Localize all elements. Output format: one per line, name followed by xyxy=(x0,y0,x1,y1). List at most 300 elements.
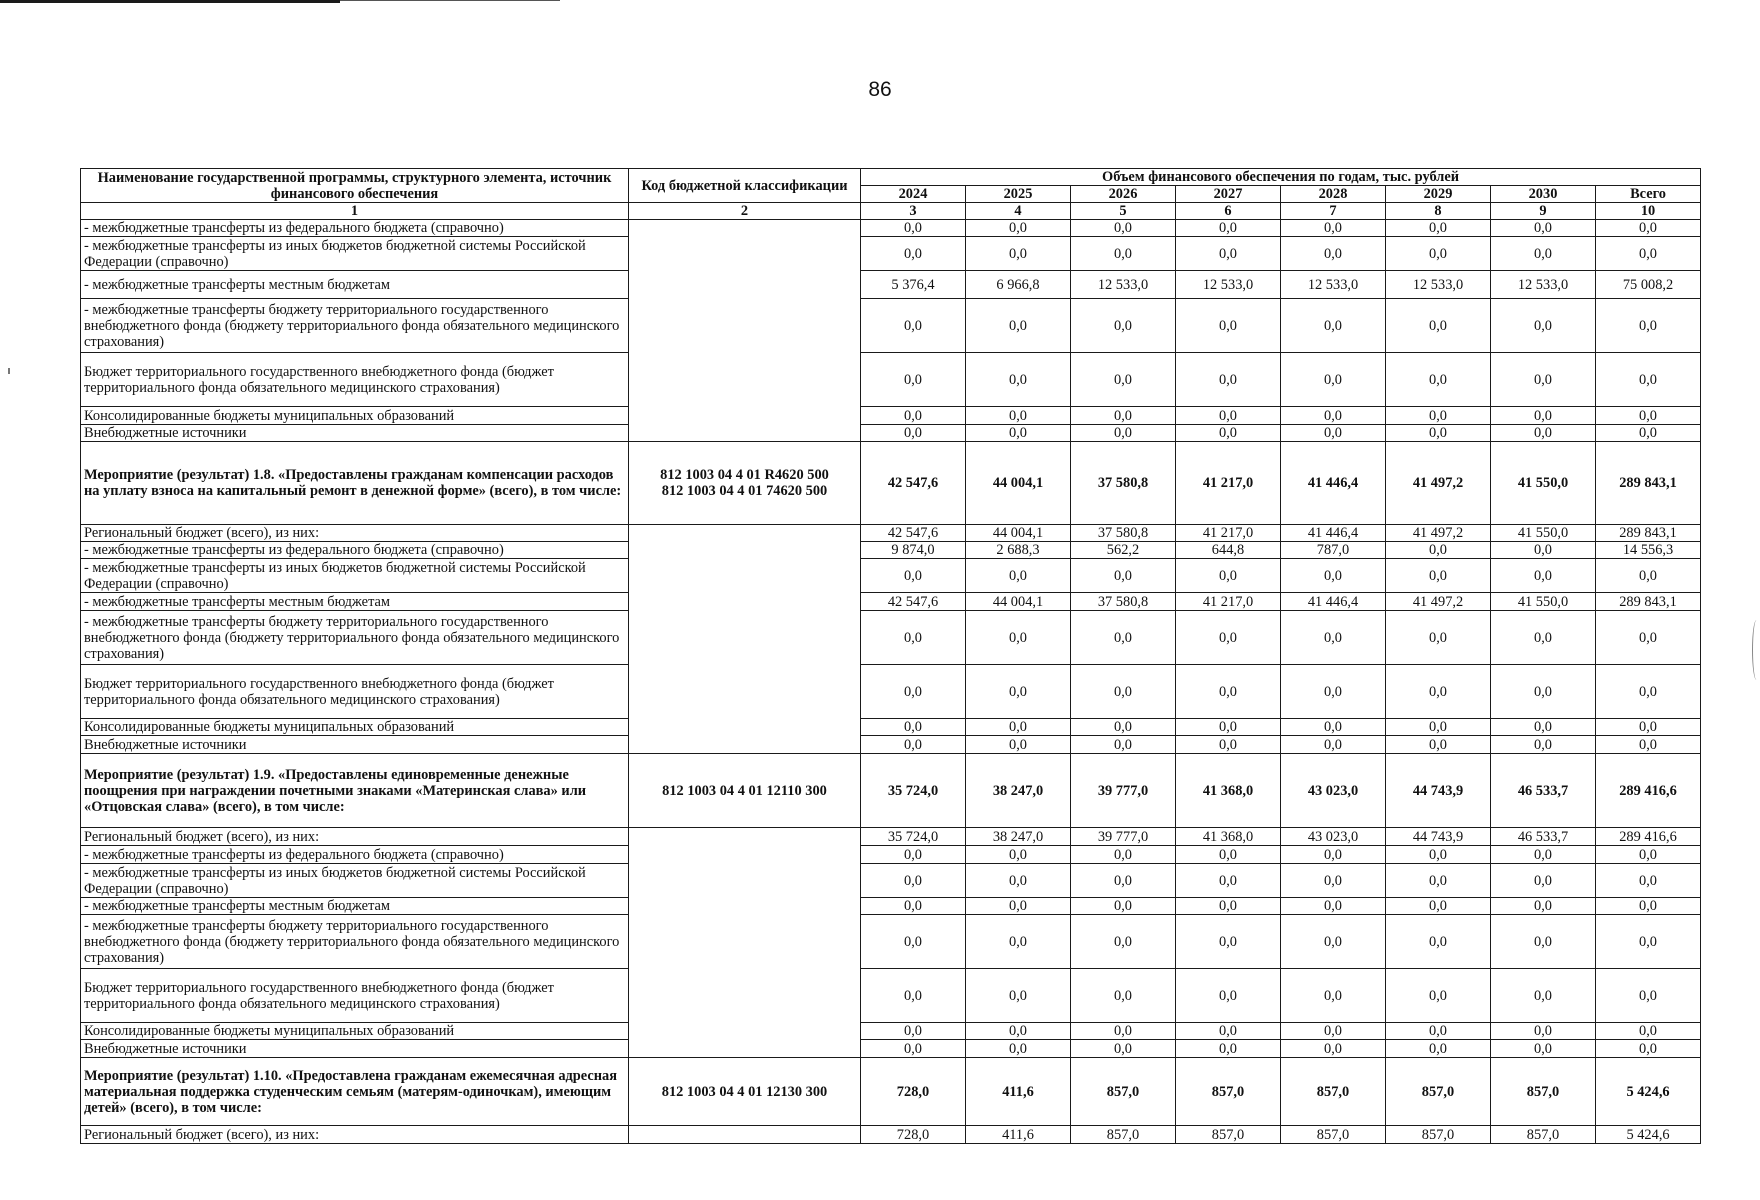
budget-code-merged-cell xyxy=(629,828,861,1058)
year-value-cell: 0,0 xyxy=(1491,542,1596,559)
year-value-cell: 0,0 xyxy=(1386,864,1491,898)
year-value-cell: 0,0 xyxy=(1386,559,1491,593)
year-value-cell: 37 580,8 xyxy=(1071,525,1176,542)
year-value-cell: 0,0 xyxy=(1281,898,1386,915)
year-value-cell: 0,0 xyxy=(1281,407,1386,425)
row-name-cell: Внебюджетные источники xyxy=(81,425,629,442)
header-year-cell: 2024 xyxy=(861,186,966,203)
year-value-cell: 0,0 xyxy=(966,1023,1071,1040)
year-value-cell: 0,0 xyxy=(1281,1023,1386,1040)
year-value-cell: 0,0 xyxy=(1176,220,1281,237)
year-value-cell: 0,0 xyxy=(966,719,1071,736)
year-value-cell: 0,0 xyxy=(966,611,1071,665)
row-name-cell: - межбюджетные трансферты местным бюджетам xyxy=(81,593,629,611)
header-volume-cell: Объем финансового обеспечения по годам, тыс. рублей xyxy=(861,169,1701,186)
year-value-cell: 411,6 xyxy=(966,1126,1071,1144)
year-value-cell: 0,0 xyxy=(1071,220,1176,237)
year-value-cell: 0,0 xyxy=(1176,299,1281,353)
year-value-cell: 0,0 xyxy=(1491,969,1596,1023)
year-value-cell: 0,0 xyxy=(861,915,966,969)
year-value-cell: 0,0 xyxy=(1491,1040,1596,1058)
row-name-cell: Бюджет территориального государственного внебюджетного фонда (бюджет территориального фонда обязательного медицинского страхования) xyxy=(81,353,629,407)
table-row xyxy=(81,425,1701,442)
year-value-cell: 0,0 xyxy=(1071,1040,1176,1058)
row-name-cell: Региональный бюджет (всего), из них: xyxy=(81,525,629,542)
header-total-cell: Всего xyxy=(1596,186,1701,203)
year-value-cell: 562,2 xyxy=(1071,542,1176,559)
year-value-cell: 0,0 xyxy=(861,1040,966,1058)
row-name-cell: Консолидированные бюджеты муниципальных образований xyxy=(81,1023,629,1040)
year-value-cell: 0,0 xyxy=(861,864,966,898)
header-year-cell: 2027 xyxy=(1176,186,1281,203)
year-value-cell: 38 247,0 xyxy=(966,754,1071,828)
year-value-cell: 6 966,8 xyxy=(966,271,1071,299)
row-name-cell: - межбюджетные трансферты из иных бюджетов бюджетной системы Российской Федерации (справочно) xyxy=(81,237,629,271)
row-name-cell: - межбюджетные трансферты бюджету территориального государственного внебюджетного фонда (бюджету территориального фонда обязательного медицинского страхования) xyxy=(81,611,629,665)
year-value-cell: 0,0 xyxy=(966,846,1071,864)
year-value-cell: 43 023,0 xyxy=(1281,828,1386,846)
year-value-cell: 0,0 xyxy=(966,1040,1071,1058)
year-value-cell: 41 497,2 xyxy=(1386,442,1491,525)
year-value-cell: 0,0 xyxy=(1386,353,1491,407)
year-value-cell: 2 688,3 xyxy=(966,542,1071,559)
year-value-cell: 0,0 xyxy=(1281,915,1386,969)
year-value-cell: 0,0 xyxy=(1491,407,1596,425)
year-value-cell: 857,0 xyxy=(1386,1058,1491,1126)
total-value-cell: 0,0 xyxy=(1596,237,1701,271)
year-value-cell: 0,0 xyxy=(1491,559,1596,593)
year-value-cell: 857,0 xyxy=(1386,1126,1491,1144)
row-name-cell: - межбюджетные трансферты из федерального бюджета (справочно) xyxy=(81,846,629,864)
year-value-cell: 38 247,0 xyxy=(966,828,1071,846)
year-value-cell: 12 533,0 xyxy=(1491,271,1596,299)
colnum-cell: 1 xyxy=(81,203,629,220)
total-value-cell: 289 843,1 xyxy=(1596,593,1701,611)
header-year-cell: 2026 xyxy=(1071,186,1176,203)
year-value-cell: 0,0 xyxy=(1491,220,1596,237)
year-value-cell: 41 217,0 xyxy=(1176,525,1281,542)
year-value-cell: 0,0 xyxy=(861,559,966,593)
table-row xyxy=(81,542,1701,559)
row-name-cell: Бюджет территориального государственного внебюджетного фонда (бюджет территориального фонда обязательного медицинского страхования) xyxy=(81,665,629,719)
year-value-cell: 0,0 xyxy=(1491,1023,1596,1040)
total-value-cell: 0,0 xyxy=(1596,353,1701,407)
table-row xyxy=(81,898,1701,915)
year-value-cell: 43 023,0 xyxy=(1281,754,1386,828)
year-value-cell: 0,0 xyxy=(1386,611,1491,665)
year-value-cell: 0,0 xyxy=(1281,665,1386,719)
total-value-cell: 5 424,6 xyxy=(1596,1058,1701,1126)
year-value-cell: 12 533,0 xyxy=(1281,271,1386,299)
header-year-cell: 2030 xyxy=(1491,186,1596,203)
year-value-cell: 0,0 xyxy=(966,898,1071,915)
year-value-cell: 0,0 xyxy=(1071,969,1176,1023)
year-value-cell: 0,0 xyxy=(966,407,1071,425)
header-year-cell: 2028 xyxy=(1281,186,1386,203)
year-value-cell: 0,0 xyxy=(1176,846,1281,864)
year-value-cell: 0,0 xyxy=(1176,736,1281,754)
budget-code-merged-cell xyxy=(629,1126,861,1144)
event-row xyxy=(81,442,1701,525)
scan-edge-line xyxy=(0,0,340,3)
table-row xyxy=(81,593,1701,611)
year-value-cell: 41 550,0 xyxy=(1491,593,1596,611)
year-value-cell: 0,0 xyxy=(1071,611,1176,665)
row-name-cell: Внебюджетные источники xyxy=(81,736,629,754)
year-value-cell: 0,0 xyxy=(861,353,966,407)
colnum-cell: 7 xyxy=(1281,203,1386,220)
total-value-cell: 75 008,2 xyxy=(1596,271,1701,299)
table-row xyxy=(81,559,1701,593)
year-value-cell: 46 533,7 xyxy=(1491,828,1596,846)
year-value-cell: 0,0 xyxy=(1491,736,1596,754)
table-row xyxy=(81,271,1701,299)
event-name-cell: Мероприятие (результат) 1.10. «Предоставлена гражданам ежемесячная адресная материальная поддержка студенческим семьям (матерям-одиночкам), имеющим детей» (всего), в том числе: xyxy=(81,1058,629,1126)
year-value-cell: 37 580,8 xyxy=(1071,593,1176,611)
year-value-cell: 0,0 xyxy=(861,237,966,271)
year-value-cell: 44 004,1 xyxy=(966,525,1071,542)
year-value-cell: 44 004,1 xyxy=(966,593,1071,611)
row-name-cell: - межбюджетные трансферты местным бюджетам xyxy=(81,898,629,915)
year-value-cell: 5 376,4 xyxy=(861,271,966,299)
year-value-cell: 0,0 xyxy=(861,407,966,425)
year-value-cell: 41 217,0 xyxy=(1176,442,1281,525)
year-value-cell: 0,0 xyxy=(1386,915,1491,969)
colnum-cell: 9 xyxy=(1491,203,1596,220)
table-row xyxy=(81,611,1701,665)
header-code-cell: Код бюджетной классификации xyxy=(629,169,861,203)
year-value-cell: 0,0 xyxy=(1176,1023,1281,1040)
row-name-cell: Консолидированные бюджеты муниципальных образований xyxy=(81,719,629,736)
page-number: 86 xyxy=(868,78,892,101)
year-value-cell: 0,0 xyxy=(1176,898,1281,915)
year-value-cell: 0,0 xyxy=(966,559,1071,593)
year-value-cell: 41 446,4 xyxy=(1281,442,1386,525)
row-name-cell: Региональный бюджет (всего), из них: xyxy=(81,1126,629,1144)
year-value-cell: 0,0 xyxy=(1281,846,1386,864)
header-year-cell: 2025 xyxy=(966,186,1071,203)
year-value-cell: 0,0 xyxy=(1491,611,1596,665)
table-row xyxy=(81,864,1701,898)
year-value-cell: 0,0 xyxy=(1386,220,1491,237)
table-row xyxy=(81,719,1701,736)
table-row xyxy=(81,1040,1701,1058)
row-name-cell: Бюджет территориального государственного внебюджетного фонда (бюджет территориального фонда обязательного медицинского страхования) xyxy=(81,969,629,1023)
year-value-cell: 728,0 xyxy=(861,1058,966,1126)
total-value-cell: 0,0 xyxy=(1596,1023,1701,1040)
total-value-cell: 289 416,6 xyxy=(1596,754,1701,828)
table-row xyxy=(81,969,1701,1023)
year-value-cell: 9 874,0 xyxy=(861,542,966,559)
year-value-cell: 0,0 xyxy=(966,299,1071,353)
year-value-cell: 0,0 xyxy=(1386,665,1491,719)
event-row xyxy=(81,754,1701,828)
year-value-cell: 0,0 xyxy=(1386,719,1491,736)
year-value-cell: 42 547,6 xyxy=(861,525,966,542)
year-value-cell: 644,8 xyxy=(1176,542,1281,559)
table-row xyxy=(81,525,1701,542)
table-row xyxy=(81,736,1701,754)
budget-code-cell: 812 1003 04 4 01 12130 300 xyxy=(629,1058,861,1126)
year-value-cell: 0,0 xyxy=(966,864,1071,898)
year-value-cell: 0,0 xyxy=(1281,736,1386,754)
table-row xyxy=(81,407,1701,425)
total-value-cell: 0,0 xyxy=(1596,425,1701,442)
year-value-cell: 0,0 xyxy=(1071,559,1176,593)
year-value-cell: 0,0 xyxy=(1176,665,1281,719)
year-value-cell: 728,0 xyxy=(861,1126,966,1144)
year-value-cell: 0,0 xyxy=(1386,407,1491,425)
year-value-cell: 857,0 xyxy=(1176,1126,1281,1144)
year-value-cell: 0,0 xyxy=(1071,846,1176,864)
year-value-cell: 0,0 xyxy=(1281,969,1386,1023)
year-value-cell: 0,0 xyxy=(1491,665,1596,719)
year-value-cell: 0,0 xyxy=(966,665,1071,719)
year-value-cell: 0,0 xyxy=(861,1023,966,1040)
total-value-cell: 0,0 xyxy=(1596,220,1701,237)
year-value-cell: 0,0 xyxy=(1176,611,1281,665)
colnum-cell: 2 xyxy=(629,203,861,220)
year-value-cell: 0,0 xyxy=(1386,237,1491,271)
year-value-cell: 0,0 xyxy=(1281,1040,1386,1058)
year-value-cell: 0,0 xyxy=(1176,915,1281,969)
year-value-cell: 0,0 xyxy=(1176,864,1281,898)
year-value-cell: 0,0 xyxy=(1176,425,1281,442)
year-value-cell: 0,0 xyxy=(1071,299,1176,353)
year-value-cell: 0,0 xyxy=(1491,898,1596,915)
year-value-cell: 857,0 xyxy=(1281,1058,1386,1126)
year-value-cell: 0,0 xyxy=(861,611,966,665)
colnum-cell: 5 xyxy=(1071,203,1176,220)
table-row xyxy=(81,220,1701,237)
year-value-cell: 0,0 xyxy=(1491,719,1596,736)
year-value-cell: 857,0 xyxy=(1176,1058,1281,1126)
year-value-cell: 0,0 xyxy=(1071,898,1176,915)
year-value-cell: 41 446,4 xyxy=(1281,525,1386,542)
row-name-cell: - межбюджетные трансферты местным бюджетам xyxy=(81,271,629,299)
row-name-cell: Региональный бюджет (всего), из них: xyxy=(81,828,629,846)
year-value-cell: 857,0 xyxy=(1071,1058,1176,1126)
year-value-cell: 0,0 xyxy=(1386,969,1491,1023)
table-row xyxy=(81,1126,1701,1144)
year-value-cell: 41 368,0 xyxy=(1176,754,1281,828)
year-value-cell: 0,0 xyxy=(1491,864,1596,898)
table-row xyxy=(81,846,1701,864)
year-value-cell: 0,0 xyxy=(1071,425,1176,442)
year-value-cell: 857,0 xyxy=(1491,1126,1596,1144)
year-value-cell: 0,0 xyxy=(1491,299,1596,353)
total-value-cell: 289 843,1 xyxy=(1596,442,1701,525)
scan-speck xyxy=(8,368,10,374)
year-value-cell: 0,0 xyxy=(861,898,966,915)
year-value-cell: 0,0 xyxy=(966,915,1071,969)
total-value-cell: 0,0 xyxy=(1596,407,1701,425)
budget-code-cell: 812 1003 04 4 01 R4620 500 812 1003 04 4 01 74620 500 xyxy=(629,442,861,525)
year-value-cell: 0,0 xyxy=(1176,719,1281,736)
colnum-cell: 4 xyxy=(966,203,1071,220)
year-value-cell: 0,0 xyxy=(861,736,966,754)
total-value-cell: 5 424,6 xyxy=(1596,1126,1701,1144)
year-value-cell: 0,0 xyxy=(861,846,966,864)
year-value-cell: 0,0 xyxy=(1176,1040,1281,1058)
row-name-cell: Внебюджетные источники xyxy=(81,1040,629,1058)
year-value-cell: 857,0 xyxy=(1071,1126,1176,1144)
year-value-cell: 0,0 xyxy=(1281,864,1386,898)
year-value-cell: 0,0 xyxy=(966,736,1071,754)
table-row xyxy=(81,828,1701,846)
year-value-cell: 0,0 xyxy=(1281,425,1386,442)
year-value-cell: 0,0 xyxy=(1071,353,1176,407)
year-value-cell: 0,0 xyxy=(1386,898,1491,915)
total-value-cell: 0,0 xyxy=(1596,898,1701,915)
year-value-cell: 0,0 xyxy=(1176,559,1281,593)
year-value-cell: 0,0 xyxy=(1491,425,1596,442)
year-value-cell: 0,0 xyxy=(1176,407,1281,425)
year-value-cell: 0,0 xyxy=(1281,353,1386,407)
header-year-cell: 2029 xyxy=(1386,186,1491,203)
year-value-cell: 35 724,0 xyxy=(861,828,966,846)
year-value-cell: 0,0 xyxy=(966,353,1071,407)
colnum-cell: 8 xyxy=(1386,203,1491,220)
year-value-cell: 0,0 xyxy=(1281,611,1386,665)
year-value-cell: 857,0 xyxy=(1281,1126,1386,1144)
year-value-cell: 0,0 xyxy=(861,665,966,719)
header-row-colnums xyxy=(81,203,1701,220)
year-value-cell: 44 743,9 xyxy=(1386,754,1491,828)
total-value-cell: 0,0 xyxy=(1596,846,1701,864)
year-value-cell: 0,0 xyxy=(1071,719,1176,736)
year-value-cell: 0,0 xyxy=(966,425,1071,442)
year-value-cell: 46 533,7 xyxy=(1491,754,1596,828)
year-value-cell: 41 368,0 xyxy=(1176,828,1281,846)
year-value-cell: 0,0 xyxy=(1491,237,1596,271)
event-row xyxy=(81,1058,1701,1126)
year-value-cell: 37 580,8 xyxy=(1071,442,1176,525)
year-value-cell: 0,0 xyxy=(1386,736,1491,754)
year-value-cell: 12 533,0 xyxy=(1071,271,1176,299)
row-name-cell: - межбюджетные трансферты из федерального бюджета (справочно) xyxy=(81,542,629,559)
year-value-cell: 0,0 xyxy=(1491,353,1596,407)
year-value-cell: 0,0 xyxy=(1071,237,1176,271)
year-value-cell: 0,0 xyxy=(1386,542,1491,559)
header-name-cell: Наименование государственной программы, структурного элемента, источник финансового обеспечения xyxy=(81,169,629,203)
year-value-cell: 41 497,2 xyxy=(1386,593,1491,611)
total-value-cell: 0,0 xyxy=(1596,665,1701,719)
year-value-cell: 0,0 xyxy=(1071,736,1176,754)
year-value-cell: 44 004,1 xyxy=(966,442,1071,525)
total-value-cell: 289 843,1 xyxy=(1596,525,1701,542)
table-body xyxy=(81,169,1701,1144)
year-value-cell: 0,0 xyxy=(1176,969,1281,1023)
header-row-top xyxy=(81,169,1701,186)
financing-table xyxy=(80,168,1701,1144)
row-name-cell: - межбюджетные трансферты бюджету территориального государственного внебюджетного фонда (бюджету территориального фонда обязательного медицинского страхования) xyxy=(81,299,629,353)
row-name-cell: - межбюджетные трансферты бюджету территориального государственного внебюджетного фонда (бюджету территориального фонда обязательного медицинского страхования) xyxy=(81,915,629,969)
budget-code-cell: 812 1003 04 4 01 12110 300 xyxy=(629,754,861,828)
year-value-cell: 0,0 xyxy=(861,969,966,1023)
total-value-cell: 0,0 xyxy=(1596,864,1701,898)
year-value-cell: 35 724,0 xyxy=(861,754,966,828)
table-row xyxy=(81,915,1701,969)
year-value-cell: 42 547,6 xyxy=(861,442,966,525)
year-value-cell: 0,0 xyxy=(861,719,966,736)
year-value-cell: 39 777,0 xyxy=(1071,754,1176,828)
year-value-cell: 0,0 xyxy=(1386,1040,1491,1058)
year-value-cell: 0,0 xyxy=(861,299,966,353)
table-row xyxy=(81,299,1701,353)
year-value-cell: 0,0 xyxy=(861,220,966,237)
year-value-cell: 12 533,0 xyxy=(1176,271,1281,299)
year-value-cell: 0,0 xyxy=(966,237,1071,271)
year-value-cell: 0,0 xyxy=(1176,353,1281,407)
year-value-cell: 41 217,0 xyxy=(1176,593,1281,611)
year-value-cell: 0,0 xyxy=(1281,237,1386,271)
table-row xyxy=(81,237,1701,271)
year-value-cell: 411,6 xyxy=(966,1058,1071,1126)
scan-edge-line xyxy=(340,0,560,1)
year-value-cell: 0,0 xyxy=(1281,559,1386,593)
row-name-cell: Консолидированные бюджеты муниципальных образований xyxy=(81,407,629,425)
colnum-cell: 6 xyxy=(1176,203,1281,220)
table-row xyxy=(81,1023,1701,1040)
row-name-cell: - межбюджетные трансферты из иных бюджетов бюджетной системы Российской Федерации (справочно) xyxy=(81,864,629,898)
colnum-cell: 3 xyxy=(861,203,966,220)
year-value-cell: 0,0 xyxy=(1281,719,1386,736)
year-value-cell: 787,0 xyxy=(1281,542,1386,559)
year-value-cell: 0,0 xyxy=(1071,407,1176,425)
total-value-cell: 0,0 xyxy=(1596,719,1701,736)
year-value-cell: 857,0 xyxy=(1491,1058,1596,1126)
table-row xyxy=(81,665,1701,719)
year-value-cell: 42 547,6 xyxy=(861,593,966,611)
year-value-cell: 0,0 xyxy=(1071,864,1176,898)
year-value-cell: 0,0 xyxy=(861,425,966,442)
total-value-cell: 0,0 xyxy=(1596,1040,1701,1058)
event-name-cell: Мероприятие (результат) 1.9. «Предоставлены единовременные денежные поощрения при награждении почетными знаками «Материнская слава» или «Отцовская слава» (всего), в том числе: xyxy=(81,754,629,828)
total-value-cell: 0,0 xyxy=(1596,736,1701,754)
year-value-cell: 41 550,0 xyxy=(1491,442,1596,525)
year-value-cell: 0,0 xyxy=(1386,299,1491,353)
year-value-cell: 0,0 xyxy=(1281,220,1386,237)
year-value-cell: 0,0 xyxy=(1491,846,1596,864)
row-name-cell: - межбюджетные трансферты из иных бюджетов бюджетной системы Российской Федерации (справочно) xyxy=(81,559,629,593)
year-value-cell: 0,0 xyxy=(1491,915,1596,969)
budget-code-merged-cell xyxy=(629,525,861,754)
colnum-cell: 10 xyxy=(1596,203,1701,220)
total-value-cell: 0,0 xyxy=(1596,611,1701,665)
year-value-cell: 0,0 xyxy=(1071,1023,1176,1040)
total-value-cell: 14 556,3 xyxy=(1596,542,1701,559)
year-value-cell: 0,0 xyxy=(1386,425,1491,442)
year-value-cell: 0,0 xyxy=(1386,1023,1491,1040)
year-value-cell: 41 446,4 xyxy=(1281,593,1386,611)
year-value-cell: 0,0 xyxy=(1386,846,1491,864)
total-value-cell: 0,0 xyxy=(1596,559,1701,593)
year-value-cell: 0,0 xyxy=(1176,237,1281,271)
year-value-cell: 41 497,2 xyxy=(1386,525,1491,542)
row-name-cell: - межбюджетные трансферты из федерального бюджета (справочно) xyxy=(81,220,629,237)
year-value-cell: 0,0 xyxy=(1071,915,1176,969)
year-value-cell: 41 550,0 xyxy=(1491,525,1596,542)
year-value-cell: 0,0 xyxy=(966,969,1071,1023)
year-value-cell: 0,0 xyxy=(1281,299,1386,353)
total-value-cell: 0,0 xyxy=(1596,299,1701,353)
event-name-cell: Мероприятие (результат) 1.8. «Предоставлены гражданам компенсации расходов на уплату взноса на капитальный ремонт в денежной форме» (всего), в том числе: xyxy=(81,442,629,525)
year-value-cell: 12 533,0 xyxy=(1386,271,1491,299)
year-value-cell: 44 743,9 xyxy=(1386,828,1491,846)
year-value-cell: 39 777,0 xyxy=(1071,828,1176,846)
total-value-cell: 289 416,6 xyxy=(1596,828,1701,846)
